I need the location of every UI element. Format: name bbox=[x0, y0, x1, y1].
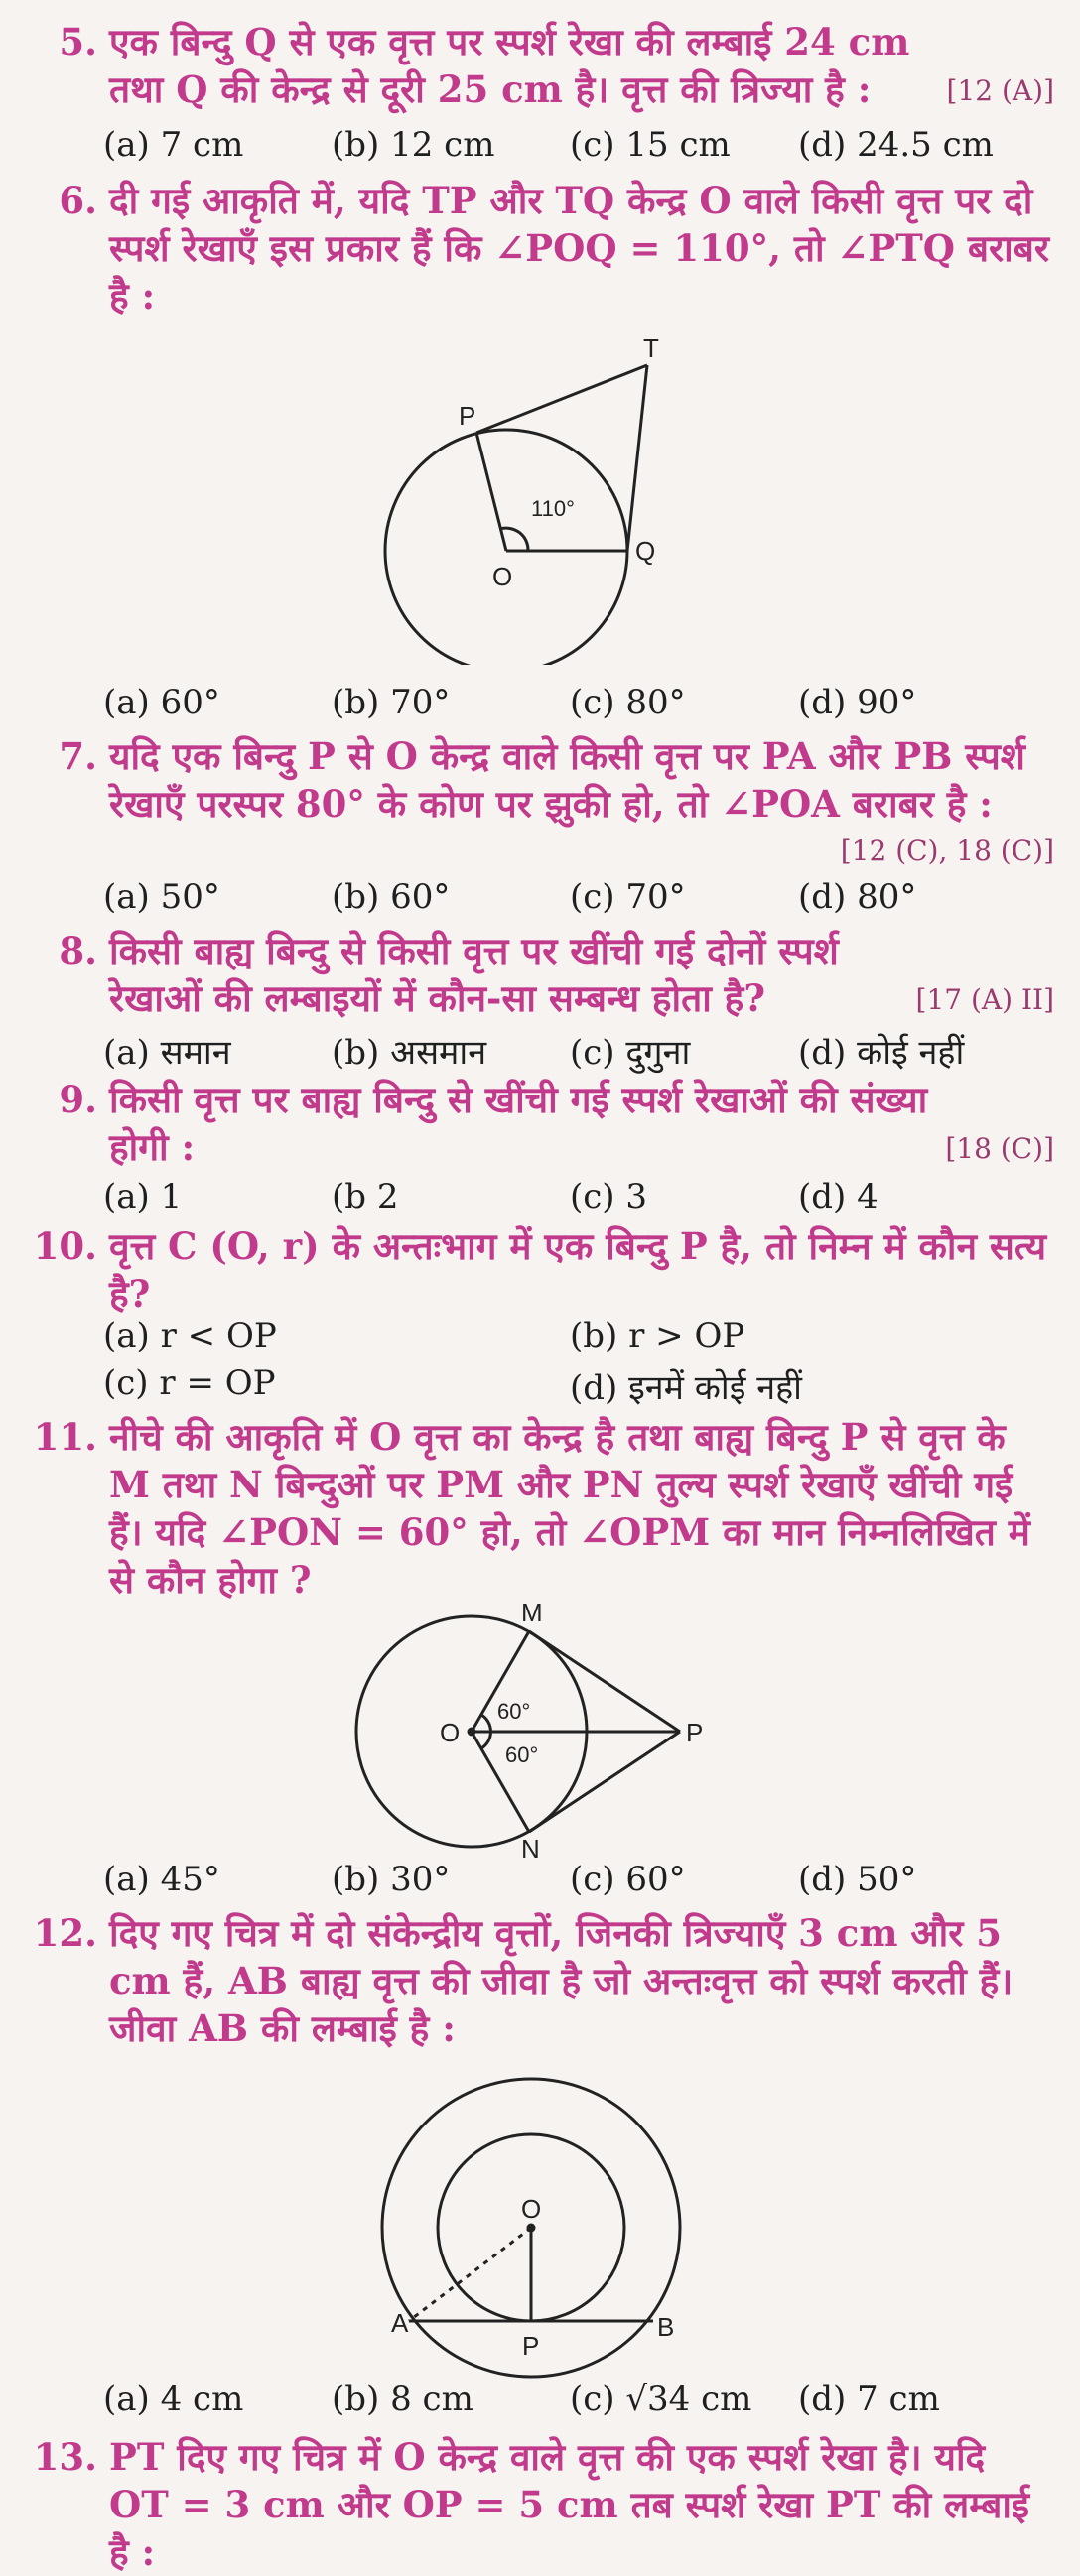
option-a: (a) 50° bbox=[103, 877, 220, 917]
label-a: A bbox=[391, 2308, 409, 2338]
option-a: (a) r < OP bbox=[103, 1316, 277, 1355]
options-q11 bbox=[103, 1860, 1056, 1905]
question-text: यदि एक बिन्दु P से O केन्द्र वाले किसी वृत्त पर PA और PB स्पर्श रेखाएँ परस्पर 80° के कोण पर झुकी हो, तो ∠POA बराबर है : bbox=[109, 734, 1025, 826]
question-text: नीचे की आकृति में O वृत्त का केन्द्र है तथा बाह्य बिन्दु P से वृत्त के M तथा N बिन्दुओं पर PM और PN तुल्य स्पर्श रेखाएँ खींची गई हैं। यदि ∠PON = 60° हो, तो ∠OPM का मान निम्नलिखित में से कौन होगा ? bbox=[109, 1415, 1030, 1602]
option-d: (d) 7 cm bbox=[798, 2380, 940, 2419]
option-d: (d) कोई नहीं bbox=[798, 1033, 965, 1073]
question-number: 5. bbox=[59, 20, 97, 64]
question-number: 11. bbox=[33, 1415, 97, 1459]
question-text: किसी वृत्त पर बाह्य बिन्दु से खींची गई स्पर्श रेखाओं की संख्या होगी : bbox=[109, 1078, 928, 1169]
question-number: 10. bbox=[33, 1224, 97, 1268]
label-angle-2: 60° bbox=[505, 1742, 539, 1767]
label-p: P bbox=[522, 2331, 540, 2361]
question-number: 12. bbox=[33, 1911, 97, 1955]
option-c: (c) 15 cm bbox=[570, 125, 731, 165]
option-b: (b) 60° bbox=[332, 877, 451, 917]
label-o: O bbox=[440, 1718, 461, 1747]
question-text: वृत्त C (O, r) के अन्तःभाग में एक बिन्दु P है, तो निम्न में कौन सत्य है? bbox=[109, 1224, 1047, 1316]
label-angle: 110° bbox=[531, 496, 575, 521]
option-b: (b) 70° bbox=[332, 683, 451, 722]
option-b: (b) 30° bbox=[332, 1860, 451, 1899]
question-text: दी गई आकृति में, यदि TP और TQ केन्द्र O वाले किसी वृत्त पर दो स्पर्श रेखाएँ इस प्रकार हैं कि ∠POQ = 110°, तो ∠PTQ बराबर है : bbox=[109, 179, 1049, 318]
option-d: (d) 50° bbox=[798, 1860, 917, 1899]
question-text: एक बिन्दु Q से एक वृत्त पर स्पर्श रेखा की लम्बाई 24 cm तथा Q की केन्द्र से दूरी 25 cm है। वृत्त की त्रिज्या है : bbox=[109, 20, 910, 111]
label-b: B bbox=[657, 2312, 675, 2342]
option-c: (c) 60° bbox=[570, 1860, 686, 1899]
label-o: O bbox=[492, 562, 513, 591]
label-p: P bbox=[459, 401, 476, 431]
option-d: (d) इनमें कोई नहीं bbox=[570, 1368, 802, 1408]
options-q7 bbox=[103, 877, 1056, 923]
question-number: 9. bbox=[59, 1078, 97, 1121]
option-d: (d) 24.5 cm bbox=[798, 125, 994, 165]
options-q10-row1 bbox=[103, 1316, 1056, 1361]
option-d: (d) 90° bbox=[798, 683, 917, 722]
question-text: दिए गए चित्र में दो संकेन्द्रीय वृत्तों, जिनकी त्रिज्याएँ 3 cm और 5 cm हैं, AB बाह्य वृत्त की जीवा है जो अन्तःवृत्त को स्पर्श करती हैं। जीवा AB की लम्बाई है : bbox=[109, 1911, 1013, 2050]
option-b: (b) 12 cm bbox=[332, 125, 495, 165]
question-number: 7. bbox=[59, 734, 97, 778]
options-q6 bbox=[103, 683, 1056, 728]
option-a: (a) 60° bbox=[103, 683, 220, 722]
option-c: (c) 80° bbox=[570, 683, 686, 722]
question-text: PT दिए गए चित्र में O केन्द्र वाले वृत्त की एक स्पर्श रेखा है। यदि OT = 3 cm और OP = 5 cm तब स्पर्श रेखा PT की लम्बाई है : bbox=[109, 2435, 1030, 2574]
question-text: किसी बाह्य बिन्दु से किसी वृत्त पर खींची गई दोनों स्पर्श रेखाओं की लम्बाइयों में कौन-सा सम्बन्ध होता है? bbox=[109, 929, 839, 1020]
options-q5 bbox=[103, 125, 1056, 171]
options-q8 bbox=[103, 1028, 1056, 1074]
option-d: (d) 80° bbox=[798, 877, 917, 917]
options-q9 bbox=[103, 1177, 1056, 1223]
option-a: (a) 4 cm bbox=[103, 2380, 244, 2419]
option-a: (a) 45° bbox=[103, 1860, 220, 1899]
figure-concentric-circles bbox=[377, 2074, 705, 2391]
option-b: (b) 8 cm bbox=[332, 2380, 473, 2419]
option-c: (c) 70° bbox=[570, 877, 686, 917]
exam-tag: [17 (A) II] bbox=[915, 983, 1054, 1016]
label-m: M bbox=[521, 1598, 543, 1627]
option-a: (a) 1 bbox=[103, 1177, 183, 1217]
option-a: (a) 7 cm bbox=[103, 125, 244, 165]
option-d: (d) 4 bbox=[798, 1177, 878, 1217]
label-t: T bbox=[643, 333, 659, 363]
options-q10-row2 bbox=[103, 1363, 1056, 1409]
label-n: N bbox=[521, 1834, 540, 1864]
label-q: Q bbox=[635, 536, 656, 566]
label-angle-1: 60° bbox=[497, 1699, 531, 1724]
exam-tag: [18 (C)] bbox=[945, 1132, 1054, 1165]
figure-tangents-ptq bbox=[377, 327, 695, 665]
option-c: (c) √34 cm bbox=[570, 2380, 752, 2419]
figure-tangents-pm-pn bbox=[342, 1598, 740, 1866]
option-c: (c) दुगुना bbox=[570, 1033, 691, 1073]
options-q12 bbox=[103, 2380, 1056, 2425]
option-b: (b) असमान bbox=[332, 1033, 487, 1073]
option-b: (b 2 bbox=[332, 1177, 399, 1217]
label-o: O bbox=[521, 2194, 542, 2224]
option-b: (b) r > OP bbox=[570, 1316, 745, 1355]
option-a: (a) समान bbox=[103, 1033, 231, 1073]
question-number: 6. bbox=[59, 179, 97, 222]
question-number: 8. bbox=[59, 929, 97, 972]
option-c: (c) 3 bbox=[570, 1177, 648, 1217]
option-c: (c) r = OP bbox=[103, 1363, 276, 1403]
question-number: 13. bbox=[33, 2435, 97, 2479]
exam-tag: [12 (A)] bbox=[946, 74, 1054, 107]
exam-tag: [12 (C), 18 (C)] bbox=[840, 835, 1054, 867]
label-p: P bbox=[686, 1718, 704, 1747]
